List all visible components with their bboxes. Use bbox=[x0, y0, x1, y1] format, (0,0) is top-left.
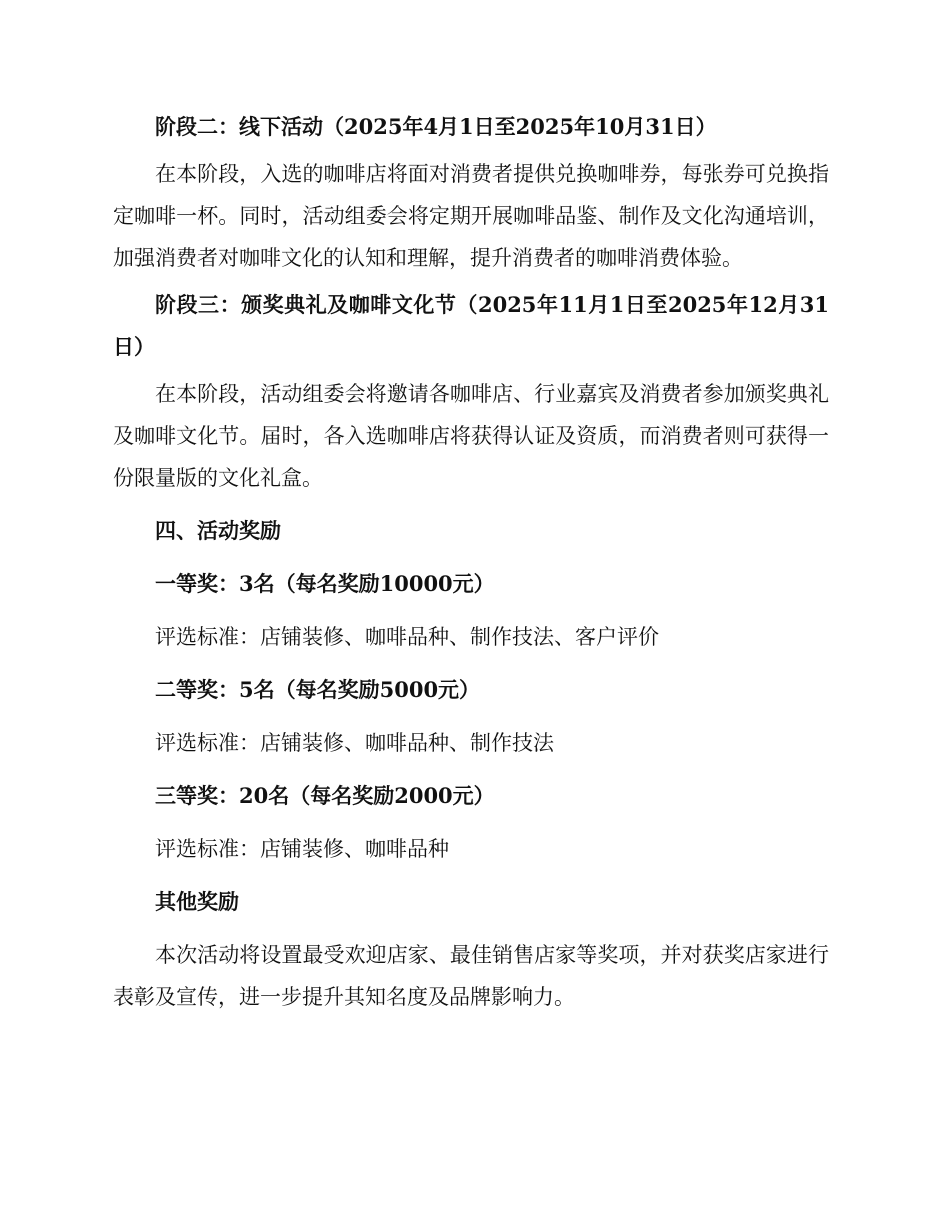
first-prize-criteria: 评选标准：店铺装修、咖啡品种、制作技法、客户评价 bbox=[155, 625, 659, 649]
section4-heading: 四、活动奖励 bbox=[155, 518, 281, 543]
first-prize-heading: 一等奖：3名（每名奖励10000元） bbox=[155, 571, 495, 596]
third-prize-heading: 三等奖：20名（每名奖励2000元） bbox=[155, 783, 495, 808]
stage3-heading: 阶段三：颁奖典礼及咖啡文化节（2025年11月1日至2025年12月31日） bbox=[113, 292, 829, 359]
other-awards-heading: 其他奖励 bbox=[155, 889, 239, 914]
second-prize-heading: 二等奖：5名（每名奖励5000元） bbox=[155, 677, 481, 702]
other-awards-body: 本次活动将设置最受欢迎店家、最佳销售店家等奖项，并对获奖店家进行表彰及宣传，进一步提升其知名度及品牌影响力。 bbox=[113, 943, 829, 1009]
third-prize-criteria: 评选标准：店铺装修、咖啡品种 bbox=[155, 837, 449, 861]
stage2-body: 在本阶段，入选的咖啡店将面对消费者提供兑换咖啡券，每张券可兑换指定咖啡一杯。同时，活动组委会将定期开展咖啡品鉴、制作及文化沟通培训，加强消费者对咖啡文化的认知和理解，提升消费者的咖啡消费体验。 bbox=[113, 162, 829, 270]
second-prize-criteria: 评选标准：店铺装修、咖啡品种、制作技法 bbox=[155, 731, 554, 755]
stage3-body: 在本阶段，活动组委会将邀请各咖啡店、行业嘉宾及消费者参加颁奖典礼及咖啡文化节。届时，各入选咖啡店将获得认证及资质，而消费者则可获得一份限量版的文化礼盒。 bbox=[113, 382, 829, 490]
stage2-heading: 阶段二：线下活动（2025年4月1日至2025年10月31日） bbox=[155, 114, 717, 139]
document-page bbox=[113, 106, 829, 1018]
